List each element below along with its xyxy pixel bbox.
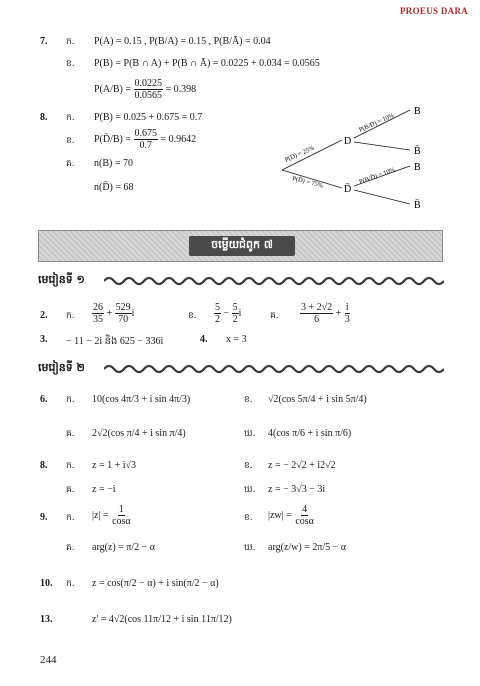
l2-q8-c: z = −i: [92, 484, 116, 495]
lesson-1-wave-divider: [104, 274, 444, 288]
tree-node-B1: B: [414, 106, 421, 117]
lesson-2-wave-divider: [104, 362, 444, 376]
l2-q6-label-ko: គ.: [66, 429, 75, 439]
l1-q4-number: 4.: [200, 334, 208, 345]
ex8-label-kha: ខ.: [66, 136, 75, 146]
l2-q9-b: [268, 504, 315, 527]
l2-q6-d: 4(cos π/6 + i sin π/6): [268, 428, 352, 439]
ex7-line2: P(B) = P(B ∩ A) + P(B ∩ Ā) = 0.0225 + 0.034 = 0.0565: [94, 58, 320, 69]
l2-q9-d: arg(z/w) = 2π/5 − α: [268, 542, 347, 553]
l1-q2-a-n1: 26: [93, 302, 103, 313]
chapter-answers-banner: [38, 230, 443, 262]
l2-q8-label-kho: ឃ.: [244, 485, 256, 495]
l1-q2-a-frac2: [115, 302, 132, 325]
tree-node-Dbar: D̄: [344, 184, 352, 195]
l1-q3-answer: − 11 − 2i និង 625 − 336i: [66, 336, 164, 347]
ex7-line3: [94, 78, 196, 101]
l1-q2-a-frac1: [92, 302, 104, 325]
ex7-line3-lhs: P(A/B) =: [94, 83, 132, 95]
l1-q2-b-d2: 2: [232, 314, 238, 325]
tree-label-pBD: P(B/D) = 10%: [357, 112, 396, 134]
ex8-label-ko: គ.: [66, 159, 75, 169]
l1-q2-label-ka: ក.: [66, 311, 75, 321]
l2-q8-label-ko: គ.: [66, 485, 75, 495]
l2-q13-answer: z' = 4√2(cos 11π/12 + i sin 11π/12): [92, 614, 232, 625]
l2-q8-d: z = − 3√3 − 3i: [268, 484, 326, 495]
l2-q6-a: 10(cos 4π/3 + i sin 4π/3): [92, 394, 191, 405]
tree-node-B2: B: [414, 162, 421, 173]
l1-q2-b-frac2: [232, 302, 239, 325]
l2-q9-a-fraction: [111, 504, 132, 527]
tree-branch-Bbar-given-Dbar: [354, 190, 410, 204]
l1-q2-b-n2: 5: [232, 302, 238, 313]
l2-q10-answer: z = cos(π/2 − α) + i sin(π/2 − α): [92, 578, 219, 589]
l1-q2-c-d1: 6: [314, 314, 320, 325]
l2-q13-number: 13.: [40, 614, 53, 625]
l2-q8-label-ka: ក.: [66, 461, 75, 471]
l1-q2-c: [300, 302, 351, 325]
l2-q9-b-lhs: |zw| =: [268, 509, 292, 521]
ex8-line1: P(B) = 0.025 + 0.675 = 0.7: [94, 112, 203, 123]
l1-q2-c-plus: +: [335, 307, 342, 319]
l2-q6-number: 6.: [40, 394, 48, 405]
l2-q8-b: z = − 2√2 + i2√2: [268, 460, 336, 471]
ex7-label-ka: ក.: [66, 37, 75, 47]
ex8-line3: n(B) = 70: [94, 158, 133, 169]
l1-q2-c-frac1: [300, 302, 333, 325]
ex8-line4: n(D̄) = 68: [94, 182, 134, 193]
l2-q10-label-ka: ក.: [66, 579, 75, 589]
l1-q3-number: 3.: [40, 334, 48, 345]
ex7-line1: P(A) = 0.15 , P(B/A) = 0.15 , P(B/Ā) = 0.04: [94, 36, 271, 47]
ex8-line2-lhs: P(D̄/B) =: [94, 133, 132, 145]
l1-q2-a-plus: +: [106, 307, 113, 319]
ex8-line2-rhs: = 0.9642: [160, 133, 197, 145]
tree-label-pD: P(D) = 25%: [283, 144, 316, 164]
tree-label-pDbar: P(D̄) = 75%: [291, 175, 324, 190]
tree-label-pBDbar: P(B/D̄) = 10%: [358, 166, 397, 186]
l1-q2-b-d1: 2: [215, 314, 220, 325]
l2-q6-b: √2(cos 5π/4 + i sin 5π/4): [268, 394, 367, 405]
l2-q9-label-kha: ខ.: [244, 513, 253, 523]
l2-q9-a-num: 1: [118, 504, 124, 515]
ex8-label-ka: ក.: [66, 113, 75, 123]
l1-q2-label-ko: គ.: [270, 311, 279, 321]
l1-q2-b-frac1: [214, 302, 221, 325]
tree-node-D: D: [344, 136, 352, 147]
tree-node-B1bar: B̄: [414, 146, 421, 157]
ex8-line2-fraction: [134, 128, 159, 151]
l1-q2-c-n2: i: [345, 302, 349, 313]
l2-q8-a: z = 1 + i√3: [92, 460, 136, 471]
ex7-line3-num: 0.0225: [134, 78, 163, 89]
exercise-8-number: 8.: [40, 112, 48, 123]
l2-q9-b-fraction: [294, 504, 315, 527]
l1-q2-c-d2: 3: [344, 314, 350, 325]
author-header: PROEUS DARA: [400, 6, 469, 16]
l2-q8-label-kha: ខ.: [244, 461, 253, 471]
lesson-1-title: មេរៀនទី ១: [38, 273, 85, 286]
ex7-line3-den: 0.0565: [134, 90, 163, 101]
exercise-7-number: 7.: [40, 36, 48, 47]
l1-q2-a-i: i: [131, 307, 135, 319]
l1-q2-number: 2.: [40, 310, 48, 321]
ex8-line2-den: 0.7: [139, 140, 153, 151]
l1-q2-a: [92, 302, 134, 325]
l1-q2-b-minus: −: [223, 307, 230, 319]
ex7-line3-rhs: = 0.398: [165, 83, 197, 95]
ex7-line3-fraction: [134, 78, 164, 101]
l2-q6-label-ka: ក.: [66, 395, 75, 405]
l1-q2-a-d1: 35: [93, 314, 103, 325]
l2-q6-c: 2√2(cos π/4 + i sin π/4): [92, 428, 186, 439]
l1-q2-b: [214, 302, 241, 325]
l2-q9-c: arg(z) = π/2 − α: [92, 542, 156, 553]
l1-q2-c-frac2: [344, 302, 351, 325]
l2-q9-a-den: cosα: [112, 516, 131, 527]
chapter-answers-title: ចម្លើយជំពូក ៧: [189, 236, 295, 256]
lesson-2-title: មេរៀនទី ២: [38, 361, 85, 374]
probability-tree-diagram: [280, 100, 460, 210]
l1-q2-label-kha: ខ.: [188, 311, 197, 321]
l2-q10-number: 10.: [40, 578, 53, 589]
l1-q4-answer: x = 3: [226, 334, 247, 345]
l2-q9-label-ka: ក.: [66, 513, 75, 523]
l1-q2-b-n1: 5: [215, 302, 220, 313]
tree-node-B2bar: B̄: [414, 200, 421, 210]
l2-q9-b-den: cosα: [295, 516, 314, 527]
page-number: 244: [40, 654, 57, 666]
l2-q6-label-kha: ខ.: [244, 395, 253, 405]
l2-q9-a: [92, 504, 132, 527]
l1-q2-c-n1: 3 + 2√2: [301, 302, 333, 313]
ex8-line2: [94, 128, 196, 151]
l2-q9-b-num: 4: [302, 504, 308, 515]
l2-q9-label-ko: គ.: [66, 543, 75, 553]
l2-q9-a-lhs: |z| =: [92, 509, 109, 521]
l2-q9-number: 9.: [40, 512, 48, 523]
l1-q2-b-i: i: [238, 307, 242, 319]
l1-q2-a-d2: 70: [118, 314, 129, 325]
ex8-line2-num: 0.675: [134, 128, 158, 139]
l2-q6-label-kho: ឃ.: [244, 429, 256, 439]
l1-q2-a-n2: 529: [115, 302, 131, 313]
l2-q9-label-kho: ឃ.: [244, 543, 256, 553]
ex7-label-kha: ខ.: [66, 59, 75, 69]
l2-q8-number: 8.: [40, 460, 48, 471]
tree-branch-Bbar-given-D: [354, 142, 410, 150]
